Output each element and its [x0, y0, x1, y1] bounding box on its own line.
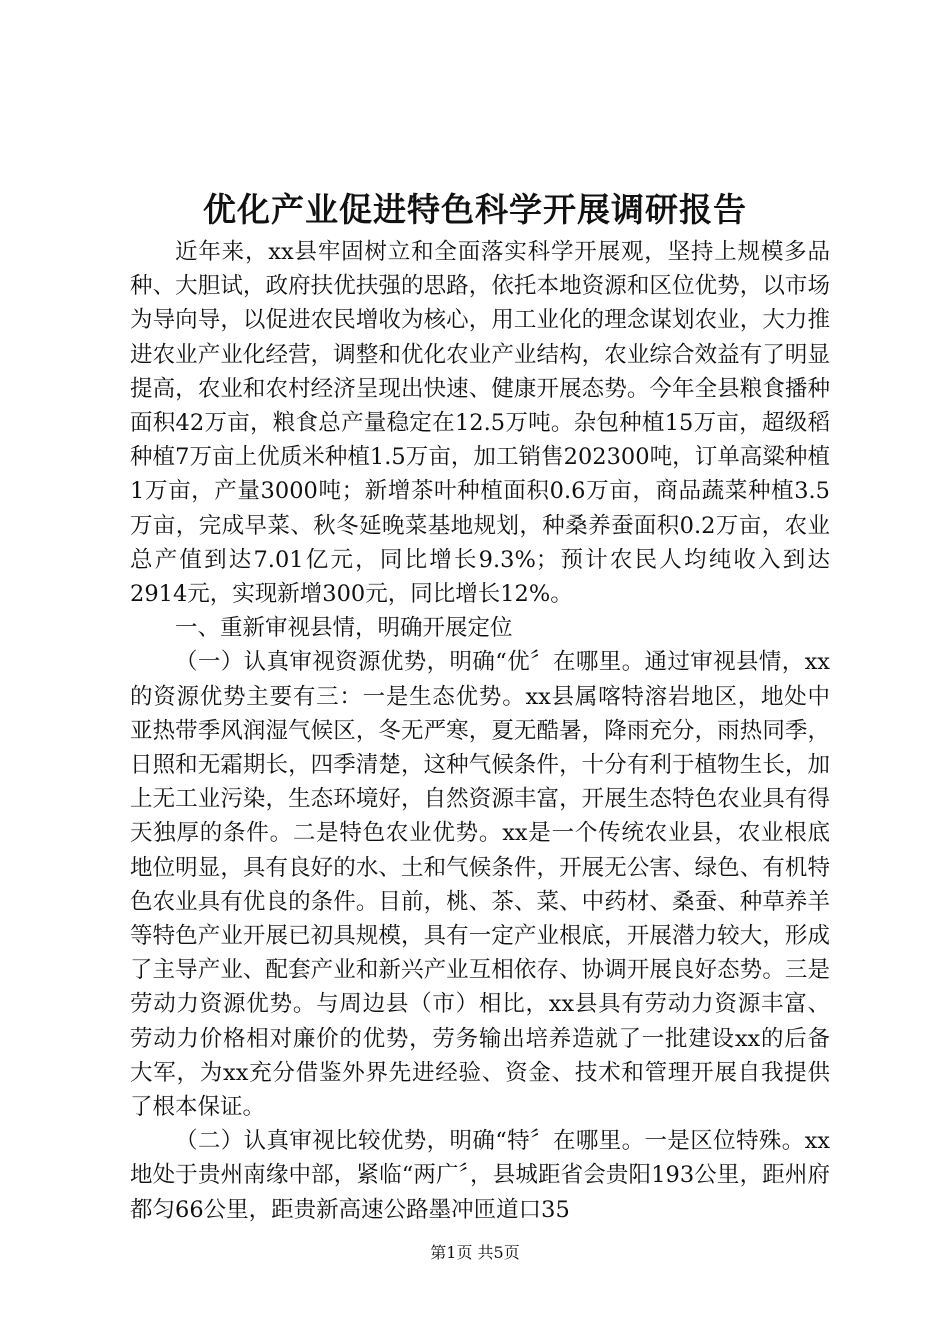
paragraph-comparative-advantage: （二）认真审视比较优势，明确“特〞在哪里。一是区位特殊。xx地处于贵州南缘中部，紧临“两广〞，县城距省会贵阳193公里，距州府都匀66公里，距贵新高速公路墨冲匝道口35 — [130, 1128, 830, 1223]
section-heading: 一、重新审视县情，明确开展定位 — [175, 615, 513, 642]
paragraph-intro: 近年来，xx县牢固树立和全面落实科学开展观，坚持上规模多品种、大胆试，政府扶优扶强的思路，依托本地资源和区位优势，以市场为导向导，以促进农民增收为核心，用工业化的理念谋划农业，大力推进农业产业化经营，调整和优化农业产业结构，农业综合效益有了明显提高，农业和农村经济呈现出快速、健康开展态势。今年全县粮食播种面积42万亩，粮食总产量稳定在12.5万吨。杂包种植15万亩，超级稻种植7万亩上优质米种植1.5万亩，加工销售202300吨，订单高粱种植1万亩，产量3000吨；新增茶叶种植面积0.6万亩，商品蔬菜种植3.5万亩，完成早菜、秋冬延晚菜基地规划，种桑养蚕面积0.2万亩，农业总产值到达7.01亿元，同比增长9.3%；预计农民人均纯收入到达2914元，实现新增300元，同比增长12%。 — [130, 239, 830, 608]
page-number-footer: 第1页 共5页 — [430, 1243, 520, 1262]
document-body — [130, 235, 830, 1227]
document-title: 优化产业促进特色科学开展调研报告 — [203, 190, 747, 229]
paragraph-resource-advantage: （一）认真审视资源优势，明确“优〞在哪里。通过审视县情，xx的资源优势主要有三：一是生态优势。xx县属喀特溶岩地区，地处中亚热带季风润湿气候区，冬无严寒，夏无酷暑，降雨充分，雨热同季，日照和无霜期长，四季清楚，这种气候条件，十分有利于植物生长，加上无工业污染，生态环境好，自然资源丰富，开展生态特色农业具有得天独厚的条件。二是特色农业优势。xx是一个传统农业县，农业根底地位明显，具有良好的水、土和气候条件，开展无公害、绿色、有机特色农业具有优良的条件。目前，桃、茶、菜、中药材、桑蚕、种草养羊等特色产业开展已初具规模，具有一定产业根底，开展潜力较大，形成了主导产业、配套产业和新兴产业互相依存、协调开展良好态势。三是劳动力资源优势。与周边县（市）相比，xx县具有劳动力资源丰富、劳动力价格相对廉价的优势，劳务输出培养造就了一批建设xx的后备大军，为xx充分借鉴外界先进经验、资金、技术和管理开展自我提供了根本保证。 — [130, 649, 830, 1121]
